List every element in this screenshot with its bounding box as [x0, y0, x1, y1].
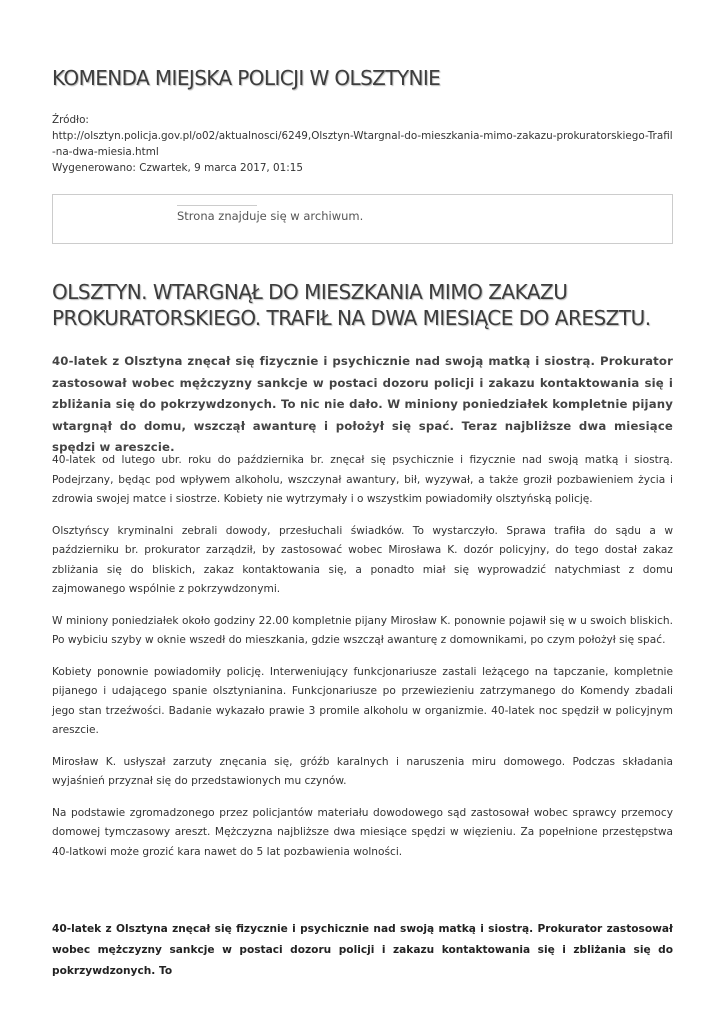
article-body: [52, 451, 673, 874]
article-lead: 40-latek z Olsztyna znęcał się fizycznie i psychicznie nad swoją matką i siostrą. Prokurator zastosował wobec mężczyzny sankcje w postaci dozoru policji i zakazu kontaktowania się i zbliżania się do pokrzywdzonych. To nic nie dało. W miniony poniedziałek kompletnie pijany wtargnął do domu, wszczął awanturę i położył się spać. Teraz najbliższe dwa miesiące spędzi w areszcie.: [52, 354, 673, 454]
archive-notice-box: [52, 194, 673, 244]
source-meta: [52, 112, 673, 176]
site-title: KOMENDA MIEJSKA POLICJI W OLSZTYNIE: [52, 66, 441, 90]
article-title: OLSZTYN. WTARGNĄŁ DO MIESZKANIA MIMO ZAKAZU PROKURATORSKIEGO. TRAFIŁ NA DWA MIESIĄCE DO ARESZTU.: [52, 280, 651, 330]
source-url[interactable]: http://olsztyn.policja.gov.pl/o02/aktualnosci/6249,Olsztyn-Wtargnal-do-mieszkania-mimo-zakazu-prokuratorskiego-Trafil-na-dwa-miesia.html: [52, 130, 673, 158]
article-paragraph: 40-latek od lutego ubr. roku do października br. znęcał się psychicznie i fizycznie nad swoją matką i siostrą. Podejrzany, będąc pod wpływem alkoholu, wszczynał awantury, bił, wyzywał, a także groził pozbawieniem życia i zdrowia swojej matce i siostrze. Kobiety nie wytrzymały i o wszystkim powiadomiły olsztyńską policję.: [52, 454, 673, 505]
archive-divider: [177, 205, 257, 206]
article-paragraph: Na podstawie zgromadzonego przez policjantów materiału dowodowego sąd zastosował wobec sprawcy przemocy domowej tymczasowy areszt. Mężczyzna najbliższe dwa miesiące spędzi w więzieniu. Za popełnione przestępstwa 40-latkowi może grozić kara nawet do 5 lat pozbawienia wolności.: [52, 806, 673, 858]
article-paragraph: W miniony poniedziałek około godziny 22.00 kompletnie pijany Mirosław K. ponownie pojawił się w u swoich bliskich. Po wybiciu szyby w oknie wszedł do mieszkania, gdzie wszczął awanturę z domownikami, po czym położył się spać.: [52, 614, 673, 646]
generated-timestamp: Wygenerowano: Czwartek, 9 marca 2017, 01:15: [52, 162, 303, 174]
article-paragraph: Mirosław K. usłyszał zarzuty znęcania się, gróźb karalnych i naruszenia miru domowego. Podczas składania wyjaśnień przyznał się do przedstawionych mu czynów.: [52, 755, 673, 787]
archive-notice: Strona znajduje się w archiwum.: [177, 209, 364, 223]
bottom-lead: 40-latek z Olsztyna znęcał się fizycznie i psychicznie nad swoją matką i siostrą. Prokurator zastosował wobec mężczyzny sankcje w postaci dozoru policji i zakazu kontaktowania się i zbliżania się do pokrzywdzonych. To: [52, 923, 673, 977]
source-label: Źródło:: [52, 114, 89, 126]
article-paragraph: Olsztyńscy kryminalni zebrali dowody, przesłuchali świadków. To wystarczyło. Sprawa trafiła do sądu a w październiku br. prokurator zarządził, by zastosować wobec Mirosława K. dozór policyjny, do tego dostał zakaz zbliżania się do bliskich, zakaz kontaktowania się, a ponadto miał się wyprowadzić natychmiast z domu zajmowanego wspólnie z pokrzywdzonymi.: [52, 524, 673, 595]
article-paragraph: Kobiety ponownie powiadomiły policję. Interweniujący funkcjonariusze zastali leżącego na tapczanie, kompletnie pijanego i udającego spanie olsztynianina. Funkcjonariusze po przewiezieniu zatrzymanego do Komendy zbadali jego stan trzeźwości. Badanie wykazało prawie 3 promile alkoholu w organizmie. 40-latek noc spędził w policyjnym areszcie.: [52, 665, 673, 736]
